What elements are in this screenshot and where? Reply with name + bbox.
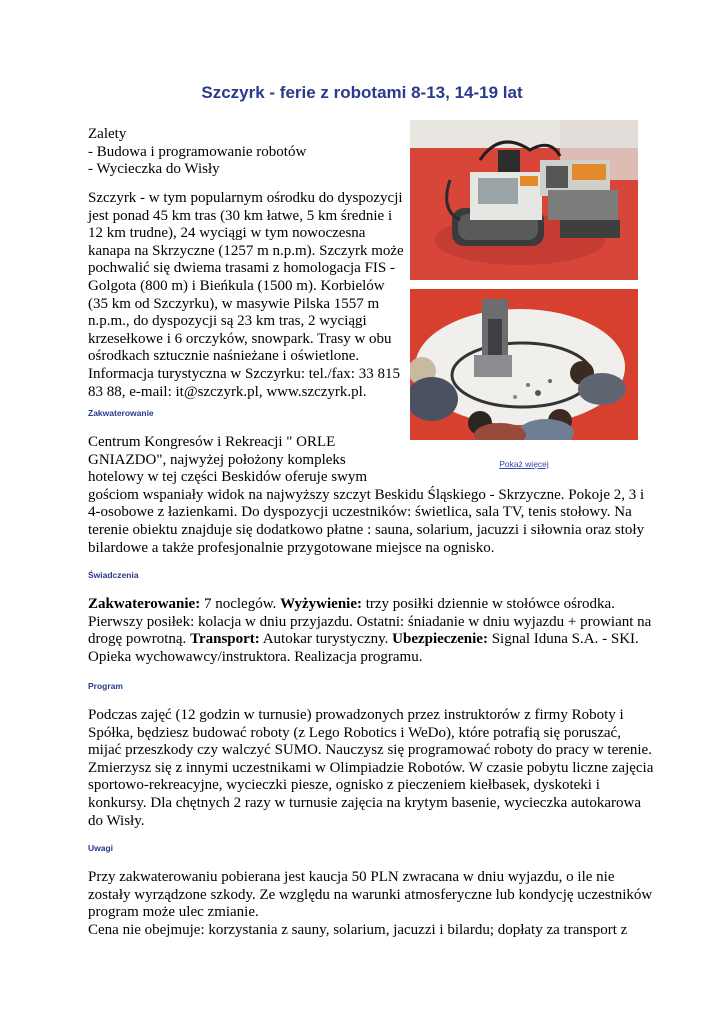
bold-label: Wyżywienie:	[280, 596, 362, 612]
description-block	[88, 190, 404, 401]
section-heading-zakwaterowanie: Zakwaterowanie	[88, 408, 154, 418]
program-line: Podczas zajęć (12 godzin w turnusie) prowadzonych przez instruktorów z firmy Roboty i	[88, 707, 624, 723]
uwagi-block	[88, 869, 652, 939]
zakwaterowanie-line: terenie obiektu znajduje się dodatkowo płatne : sauna, solarium, jacuzzi i siłownia oraz stoły	[88, 521, 645, 538]
bold-label: Transport:	[190, 631, 260, 648]
uwagi-line: program może ulec zmianie.	[88, 904, 259, 921]
swiadczenia-line	[88, 649, 651, 667]
description-line: krzesełkowe i 6 orczyków, snowpark. Trasy w obu	[88, 330, 392, 347]
intro-block	[88, 126, 306, 179]
kids-photo-icon	[410, 289, 638, 440]
show-more-link[interactable]: Pokaż więcej	[499, 459, 549, 469]
description-line: Szczyrk - w tym popularnym ośrodku do dyspozycji	[88, 190, 403, 206]
description-line: ośrodkach sztucznie naśnieżane i oświetlone.	[88, 348, 360, 365]
swiadczenia-line	[88, 596, 651, 614]
description-line: Golgota (800 m) i Bieńkula (1500 m). Korbielów	[88, 277, 385, 294]
program-line: konkursy. Dla chętnych 2 razy w turnusie zajęcia na krytym basenie, wycieczka autokarowa	[88, 794, 641, 811]
robot-photo-icon	[410, 120, 638, 280]
program-line: Zmierzysz się z innymi uczestnikami w Olimpiadzie Robotów. W czasie pobytu liczne zajęcia	[88, 759, 654, 776]
description-line: 83 88, e-mail: it@szczyrk.pl, www.szczyrk.pl.	[88, 383, 367, 400]
bold-label: Zakwaterowanie:	[88, 596, 201, 612]
uwagi-line: Cena nie obejmuje: korzystania z sauny, solarium, jacuzzi i bilardu; dopłaty za transport z	[88, 921, 628, 938]
zakwaterowanie-line: Centrum Kongresów i Rekreacji " ORLE	[88, 434, 336, 450]
section-heading-program: Program	[88, 681, 123, 691]
description-line: pochwalić się dwiema trasami z homologacja FIS -	[88, 260, 395, 277]
program-line: do Wisły.	[88, 812, 145, 829]
zakwaterowanie-line: gościom wspaniały widok na najwyższy szczyt Beskidu Śląskiego - Skrzyczne. Pokoje 2, 3 i	[88, 486, 645, 503]
program-block	[88, 707, 653, 830]
text-run: Signal Iduna S.A. - SKI.	[487, 631, 639, 648]
robot-photo	[410, 120, 638, 280]
intro-line: - Wycieczka do Wisły	[88, 161, 220, 178]
zakwaterowanie-line: bilardowe a także profesjonalnie przygotowane miejsce na ognisko.	[88, 539, 495, 556]
description-line: 12 km trudne), 24 wyciągi w tym nowoczesna	[88, 225, 366, 242]
text-run: Autokar turystyczny.	[259, 631, 393, 648]
zakwaterowanie-line: 4-osobowe z łazienkami. Do dyspozycji uczestników: świetlica, sala TV, tenis stołowy. Na	[88, 504, 632, 521]
swiadczenia-block	[88, 596, 651, 666]
description-line: (35 km od Szczyrku), w masywie Pilska 1557 m	[88, 295, 380, 312]
text-run: Opieka wychowawcy/instruktora. Realizacja programu.	[88, 648, 423, 665]
zakwaterowanie-line: hotelowy w tej części Beskidów oferuje swym	[88, 469, 368, 486]
program-line: sportowo-rekreacyjne, wycieczki piesze, ognisko z pieczeniem kiełbasek, dyskoteki i	[88, 777, 600, 794]
text-run: trzy posiłki dziennie w stołówce ośrodka.	[361, 596, 615, 612]
intro-line: - Budowa i programowanie robotów	[88, 143, 307, 160]
program-line: mijać przeszkody czy walczyć SUMO. Nauczysz się programować roboty do pracy w terenie.	[88, 742, 652, 759]
description-line: n.p.m., do dyspozycji są 23 km tras, 2 wyciągi	[88, 313, 367, 330]
description-line: jest ponad 45 km tras (30 km łatwe, 5 km średnie i	[88, 207, 393, 224]
program-line: Spółka, będziesz budować roboty (z Lego Robotics i WeDo), które potrafią się poruszać,	[88, 724, 621, 741]
uwagi-line: zostały wyrządzone szkody. Ze względu na warunki atmosferyczne lub kondycję uczestników	[88, 886, 653, 903]
zakwaterowanie-block	[88, 434, 644, 557]
zakwaterowanie-line: GNIAZDO", najwyżej położony kompleks	[88, 451, 346, 468]
description-line: Informacja turystyczna w Szczyrku: tel./fax: 33 815	[88, 365, 400, 382]
swiadczenia-line	[88, 631, 651, 649]
section-heading-swiadczenia: Świadczenia	[88, 570, 139, 580]
uwagi-line: Przy zakwaterowaniu pobierana jest kaucja 50 PLN zwracana w dniu wyjazdu, o ile nie	[88, 869, 615, 885]
text-run: drogę powrotną.	[88, 631, 191, 648]
description-line: kanapa na Skrzyczne (1257 m n.p.m). Szczyrk może	[88, 242, 404, 259]
swiadczenia-line	[88, 614, 651, 632]
bold-label: Ubezpieczenie:	[392, 631, 488, 648]
intro-line: Zalety	[88, 126, 127, 142]
page-title: Szczyrk - ferie z robotami 8-13, 14-19 lat	[201, 83, 523, 102]
text-run: 7 noclegów.	[200, 596, 281, 612]
text-run: Pierwszy posiłek: kolacja w dniu przyjazdu. Ostatni: śniadanie w dniu wyjazdu + prowiant na	[88, 613, 652, 630]
kids-photo	[410, 289, 638, 440]
section-heading-uwagi: Uwagi	[88, 843, 114, 853]
